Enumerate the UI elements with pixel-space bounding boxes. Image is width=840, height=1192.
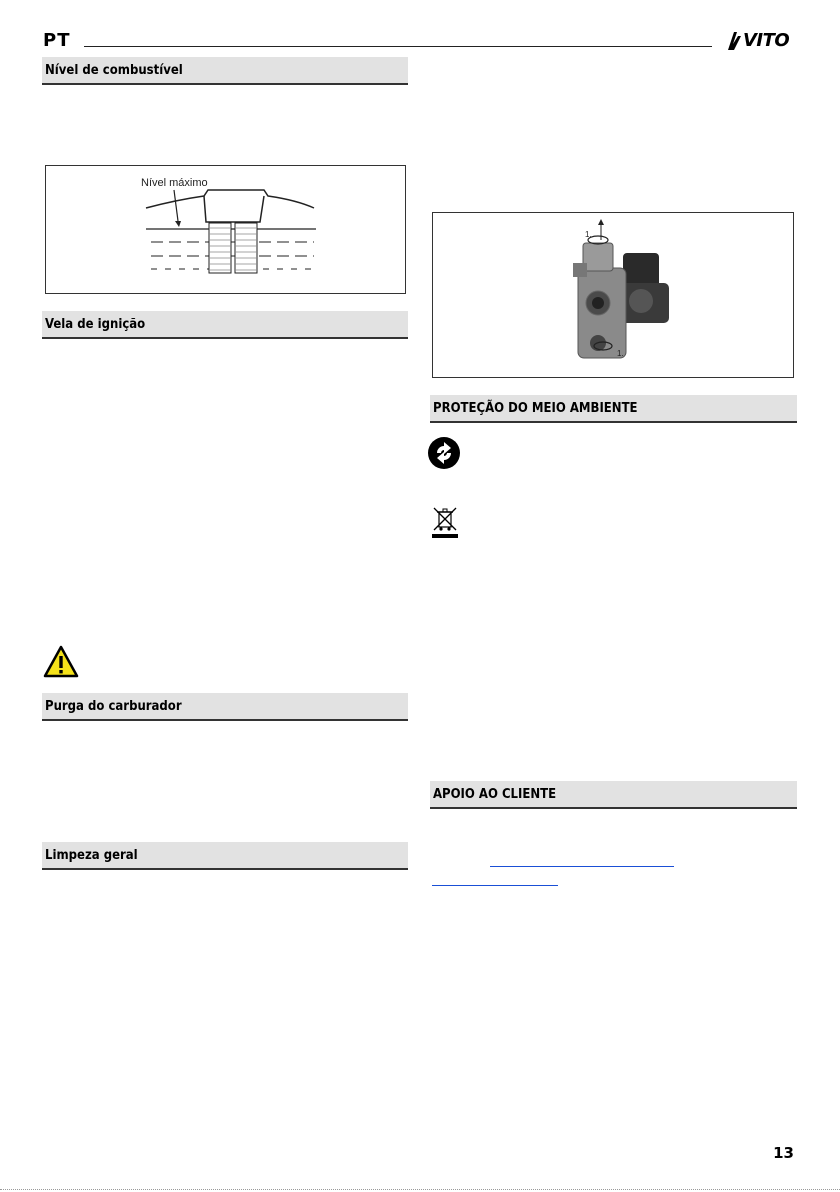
fuel-level-figure — [45, 165, 406, 294]
section-customer-support — [430, 781, 797, 809]
fuel-max-label: Nível máximo — [141, 177, 208, 189]
page-number: 13 — [773, 1144, 794, 1162]
pump-label-bottom: 1. — [617, 349, 624, 358]
section-fuel-level — [42, 57, 408, 85]
warning-triangle-icon — [43, 645, 79, 678]
green-dot-recycle-icon — [427, 436, 461, 470]
section-general-cleaning — [42, 842, 408, 870]
brand-name: VITO — [743, 30, 790, 51]
fuel-tank-diagram — [46, 166, 405, 293]
language-code: PT — [43, 30, 71, 51]
section-title: PROTEÇÃO DO MEIO AMBIENTE — [433, 400, 638, 416]
support-link-underline[interactable] — [490, 866, 674, 867]
crossed-bin-icon — [430, 506, 460, 538]
section-title: Nível de combustível — [45, 62, 183, 78]
brand-mark-icon — [728, 32, 742, 50]
support-link-underline-2[interactable] — [432, 885, 558, 886]
header-divider — [84, 46, 712, 47]
pump-label-top: 1. — [585, 230, 592, 239]
pump-figure — [432, 212, 794, 378]
section-title: Limpeza geral — [45, 847, 138, 863]
section-carburetor-purge — [42, 693, 408, 721]
section-environment — [430, 395, 797, 423]
water-pump-illustration — [433, 213, 793, 377]
brand-logo — [728, 30, 789, 51]
section-title: Purga do carburador — [45, 698, 182, 714]
bottom-divider — [0, 1189, 840, 1190]
section-title: Vela de ignição — [45, 316, 146, 332]
section-spark-plug — [42, 311, 408, 339]
section-title: APOIO AO CLIENTE — [433, 786, 557, 802]
